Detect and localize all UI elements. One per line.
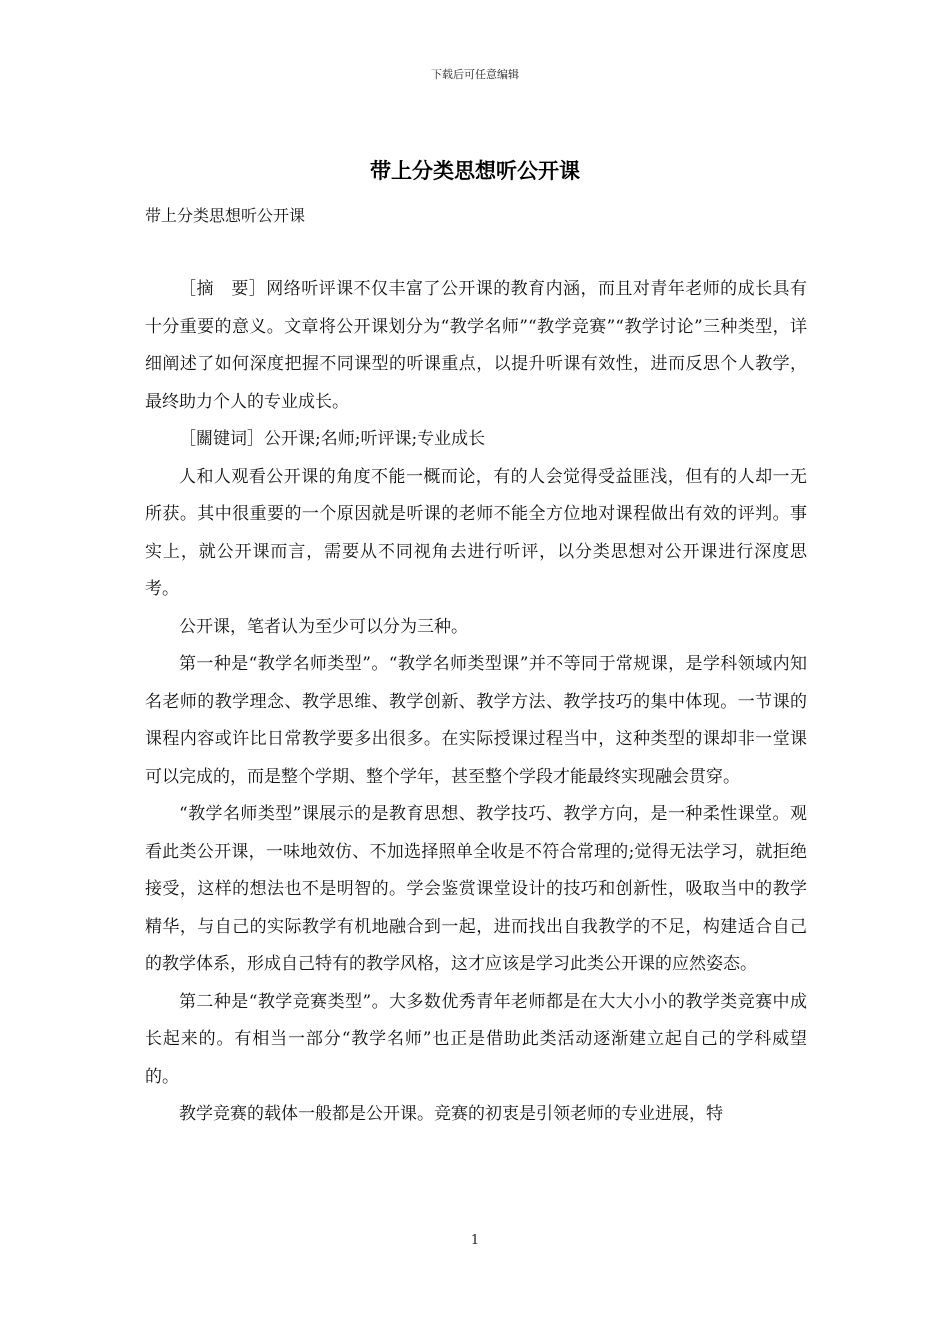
body-paragraph: 公开课，笔者认为至少可以分为三种。 [179,616,468,637]
page-header: 下载后可任意编辑 [431,68,519,81]
document-body [145,271,807,1134]
abstract-paragraph: ［摘 要］网络听评课不仅丰富了公开课的教育内涵，而且对青年老师的成长具有十分重要的意义。文章将公开课划分为“教学名师”“教学竞赛”“教学讨论”三种类型，详细阐述了如何深度把握不同课型的听课重点，以提升听课有效性，进而反思个人教学，最终助力个人的专业成长。 [145,279,807,412]
document-title: 带上分类思想听公开课 [370,158,580,183]
body-paragraph: 人和人观看公开课的角度不能一概而论，有的人会觉得受益匪浅，但有的人却一无所获。其中很重要的一个原因就是听课的老师不能全方位地对课程做出有效的评判。事实上，就公开课而言，需要从不同视角去进行听评，以分类思想对公开课进行深度思考。 [145,466,807,599]
body-paragraph: “教学名师类型”课展示的是教育思想、教学技巧、教学方向，是一种柔性课堂。观看此类公开课，一味地效仿、不加选择照单全收是不符合常理的;觉得无法学习，就拒绝接受，这样的想法也不是明智的。学会鉴赏课堂设计的技巧和创新性，吸取当中的教学精华，与自己的实际教学有机地融合到一起，进而找出自我教学的不足，构建适合自己的教学体系，形成自己特有的教学风格，这才应该是学习此类公开课的应然姿态。 [145,804,807,974]
document-subtitle: 带上分类思想听公开课 [145,206,306,225]
page-number: 1 [470,1233,480,1248]
body-paragraph: 第一种是“教学名师类型”。“教学名师类型课”并不等同于常规课，是学科领域内知名老师的教学理念、教学思维、教学创新、教学方法、教学技巧的集中体现。一节课的课程内容或许比日常教学要多出很多。在实际授课过程当中，这种类型的课却非一堂课可以完成的，而是整个学期、整个学年，甚至整个学段才能最终实现融会贯穿。 [145,654,807,787]
body-paragraph: 教学竞赛的载体一般都是公开课。竞赛的初衷是引领老师的专业进展，特 [179,1104,723,1124]
keywords-paragraph: ［關键词］公开课;名师;听评课;专业成长 [179,429,486,449]
body-paragraph: 第二种是“教学竞赛类型”。大多数优秀青年老师都是在大大小小的教学类竞赛中成长起来的。有相当一部分“教学名师”也正是借助此类活动逐渐建立起自己的学科威望的。 [145,991,807,1087]
